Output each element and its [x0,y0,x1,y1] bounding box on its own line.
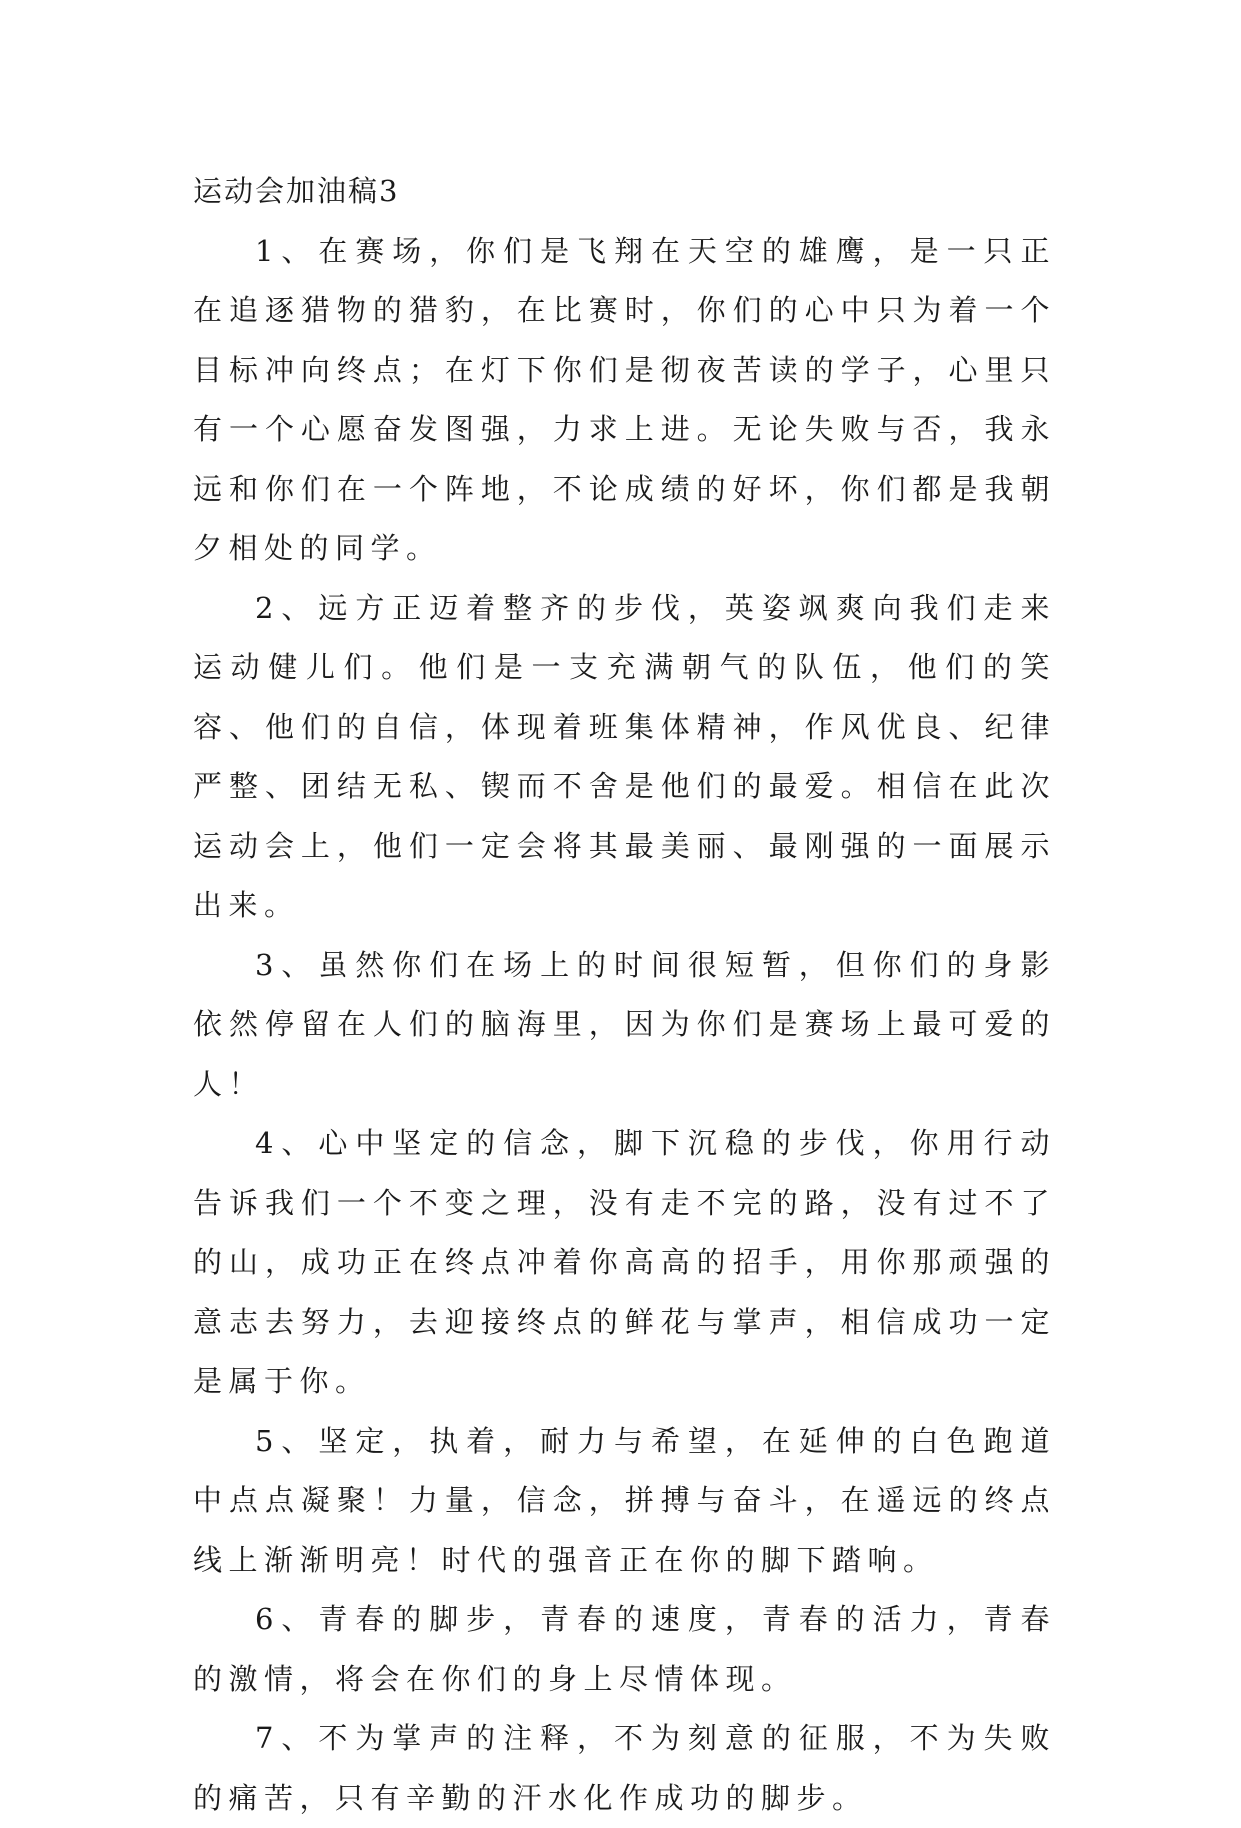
paragraph-7: 7、不为掌声的注释，不为刻意的征服，不为失败的痛苦，只有辛勤的汗水化作成功的脚步。 [193,1721,1056,1815]
paragraph-6: 6、青春的脚步，青春的速度，青春的活力，青春的激情，将会在你们的身上尽情体现。 [193,1602,1056,1696]
paragraph-5: 5、坚定，执着，耐力与希望，在延伸的白色跑道中点点凝聚！力量，信念，拼搏与奋斗，在遥远的终点线上渐渐明亮！时代的强音正在你的脚下踏响。 [193,1423,1056,1577]
document-title: 运动会加油稿3 [193,174,400,208]
paragraph-4: 4、心中坚定的信念，脚下沉稳的步伐，你用行动告诉我们一个不变之理，没有走不完的路，没有过不了的山，成功正在终点冲着你高高的招手，用你那顽强的意志去努力，去迎接终点的鲜花与掌声，相信成功一定是属于你。 [193,1126,1056,1398]
paragraph-1: 1、在赛场，你们是飞翔在天空的雄鹰，是一只正在追逐猎物的猎豹，在比赛时，你们的心中只为着一个目标冲向终点；在灯下你们是彻夜苦读的学子，心里只有一个心愿奋发图强，力求上进。无论失败与否，我永远和你们在一个阵地，不论成绩的好坏，你们都是我朝夕相处的同学。 [193,233,1056,565]
paragraph-3: 3、虽然你们在场上的时间很短暂，但你们的身影依然停留在人们的脑海里，因为你们是赛场上最可爱的人！ [193,947,1056,1101]
paragraph-2: 2、远方正迈着整齐的步伐，英姿飒爽向我们走来运动健儿们。他们是一支充满朝气的队伍，他们的笑容、他们的自信，体现着班集体精神，作风优良、纪律严整、团结无私、锲而不舍是他们的最爱。相信在此次运动会上，他们一定会将其最美丽、最刚强的一面展示出来。 [193,590,1056,922]
document-body [193,162,1056,1828]
